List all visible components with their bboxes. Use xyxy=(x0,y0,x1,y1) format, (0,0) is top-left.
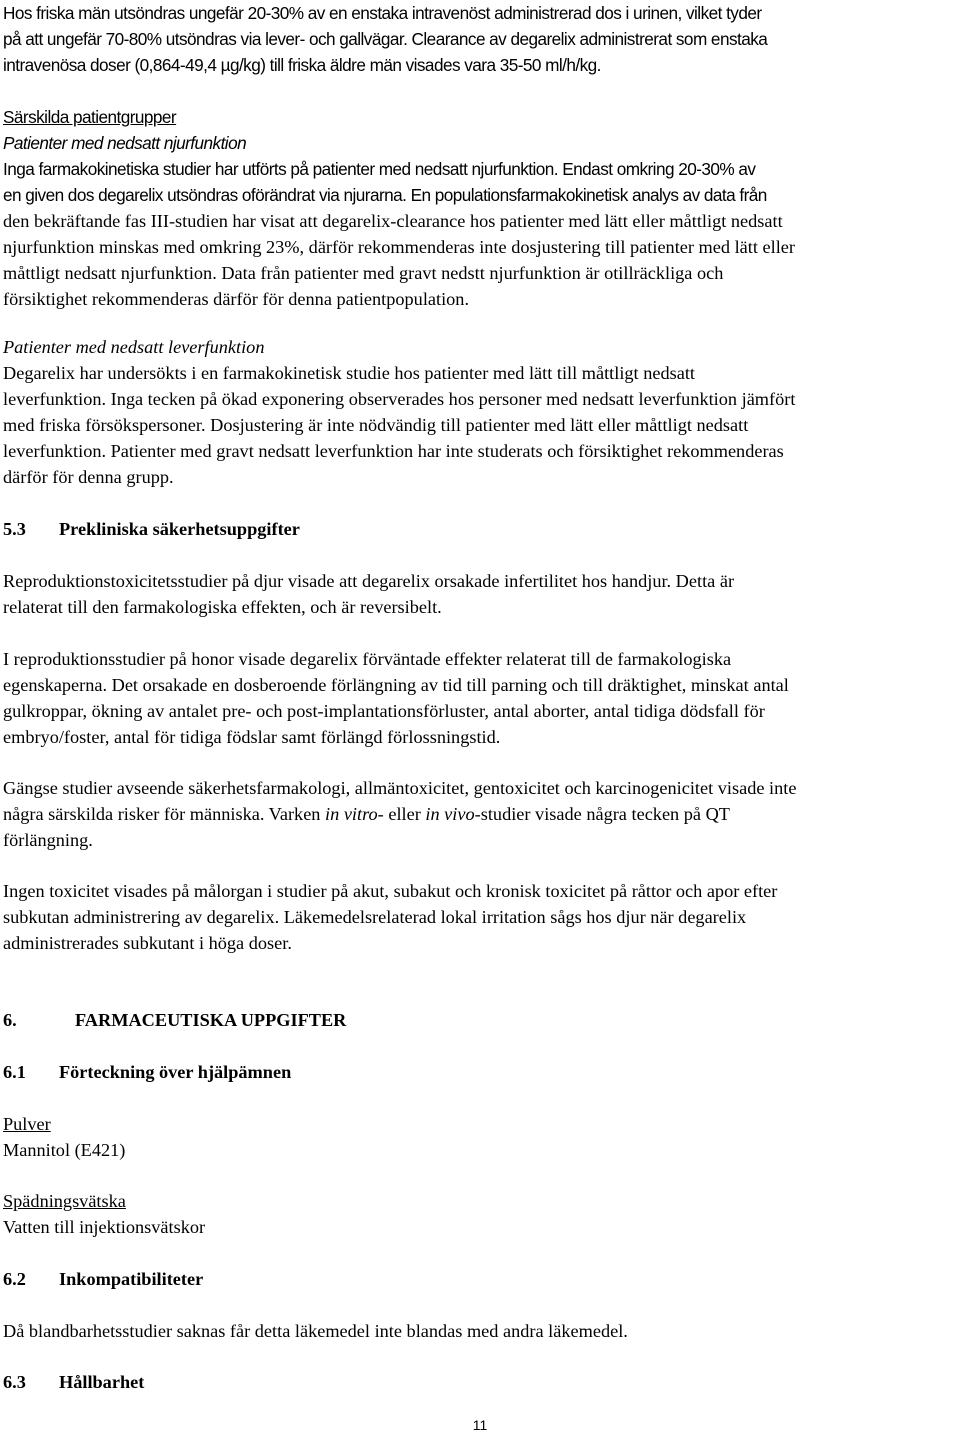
text-line: intravenösa doser (0,864-49,4 µg/kg) till friska äldre män visades vara 35-50 ml/h/kg. xyxy=(3,55,601,75)
page-number: 11 xyxy=(472,1417,488,1433)
powder-label: Pulver xyxy=(3,1114,51,1134)
excipients-powder xyxy=(3,1111,958,1163)
section-number: 6.3 xyxy=(3,1372,26,1392)
text-line: leverfunktion. Inga tecken på ökad exponering observerades hos personer med nedsatt leverfunktion jämfört xyxy=(3,389,796,409)
text-line: Ingen toxicitet visades på målorgan i studier på akut, subakut och kronisk toxicitet på råttor och apor efter xyxy=(3,881,778,901)
text-line: Inga farmakokinetiska studier har utförts på patienter med nedsatt njurfunktion. Endast omkring 20-30% av xyxy=(3,159,756,179)
toxicity-paragraph xyxy=(3,878,958,956)
reproduction-male-paragraph xyxy=(3,568,958,620)
text-line: försiktighet rekommenderas därför för denna patientpopulation. xyxy=(3,289,470,309)
section-title: Prekliniska säkerhetsuppgifter xyxy=(59,519,300,539)
solvent-value: Vatten till injektionsvätskor xyxy=(3,1217,206,1237)
text-line: administrerades subkutant i höga doser. xyxy=(3,933,292,953)
section-6-1-heading xyxy=(3,1059,958,1085)
text-line: med friska försökspersoner. Dosjustering är inte nödvändig till patienter med lätt eller måttligt nedsatt xyxy=(3,415,749,435)
renal-impairment-heading: Patienter med nedsatt njurfunktion xyxy=(3,133,247,153)
elimination-paragraph xyxy=(3,0,958,78)
text-line: Reproduktionstoxicitetsstudier på djur visade att degarelix orsakade infertilitet hos handjur. Detta är xyxy=(3,571,735,591)
safety-pharmacology-paragraph xyxy=(3,775,958,853)
reproduction-female-paragraph xyxy=(3,646,958,750)
text-line: några särskilda risker för människa. Varken in vitro- eller in vivo-studier visade några tecken på QT xyxy=(3,804,730,824)
solvent-label: Spädningsvätska xyxy=(3,1191,126,1211)
excipients-solvent xyxy=(3,1188,958,1240)
section-number: 5.3 xyxy=(3,519,26,539)
text-line: relaterat till den farmakologiska effekten, och är reversibelt. xyxy=(3,597,442,617)
text-line: Hos friska män utsöndras ungefär 20-30% av en enstaka intravenöst administrerad dos i urinen, vilket tyder xyxy=(3,3,762,23)
section-6-2-heading xyxy=(3,1266,958,1292)
text-line: måttligt nedsatt njurfunktion. Data från patienter med gravt nedstt njurfunktion är otillräckliga och xyxy=(3,263,724,283)
section-title: Förteckning över hjälpämnen xyxy=(59,1062,292,1082)
section-title: Hållbarhet xyxy=(59,1372,145,1392)
section-number: 6.2 xyxy=(3,1269,26,1289)
text-line: därför för denna grupp. xyxy=(3,467,174,487)
text-line: embryo/foster, antal för tidiga födslar samt förlängd förlossningstid. xyxy=(3,727,501,747)
text-line: Degarelix har undersökts i en farmakokinetisk studie hos patienter med lätt till måttligt nedsatt xyxy=(3,363,695,383)
text-line: leverfunktion. Patienter med gravt nedsatt leverfunktion har inte studerats och försiktighet rekommenderas xyxy=(3,441,784,461)
text-line: på att ungefär 70-80% utsöndras via lever- och gallvägar. Clearance av degarelix administrerat som enstaka xyxy=(3,29,768,49)
subsection-heading: Särskilda patientgrupper xyxy=(3,107,177,127)
section-title: FARMACEUTISKA UPPGIFTER xyxy=(75,1010,347,1030)
text-line: I reproduktionsstudier på honor visade degarelix förväntade effekter relaterat till de farmakologiska xyxy=(3,649,732,669)
text-line: njurfunktion minskas med omkring 23%, därför rekommenderas inte dosjustering till patienter med lätt eller xyxy=(3,237,795,257)
text-line: den bekräftande fas III-studien har visat att degarelix-clearance hos patienter med lätt eller måttligt nedsatt xyxy=(3,211,783,231)
text-line: subkutan administrering av degarelix. Läkemedelsrelaterad lokal irritation sågs hos djur när degarelix xyxy=(3,907,747,927)
powder-value: Mannitol (E421) xyxy=(3,1140,126,1160)
section-number: 6. xyxy=(3,1010,17,1030)
text-line: förlängning. xyxy=(3,830,93,850)
text-line: egenskaperna. Det orsakade en dosberoende förlängning av tid till parning och till dräktighet, minskat antal xyxy=(3,675,789,695)
hepatic-impairment-heading: Patienter med nedsatt leverfunktion xyxy=(3,337,265,357)
text-line: gulkroppar, ökning av antalet pre- och post-implantationsförluster, antal aborter, antal tidiga dödsfall för xyxy=(3,701,765,721)
text-line: Då blandbarhetsstudier saknas får detta läkemedel inte blandas med andra läkemedel. xyxy=(3,1321,628,1341)
hepatic-impairment-section xyxy=(3,334,958,490)
incompatibilities-text xyxy=(3,1318,958,1344)
special-groups-section xyxy=(3,104,958,208)
section-5-3-heading xyxy=(3,516,958,542)
text-line: Gängse studier avseende säkerhetsfarmakologi, allmäntoxicitet, gentoxicitet och karcinogenicitet visade inte xyxy=(3,778,797,798)
section-title: Inkompatibiliteter xyxy=(59,1269,204,1289)
section-number: 6.1 xyxy=(3,1062,26,1082)
section-6-heading xyxy=(3,1007,958,1033)
text-line: en given dos degarelix utsöndras oförändrat via njurarna. En populationsfarmakokinetisk analys av data från xyxy=(3,185,767,205)
section-6-3-heading xyxy=(3,1369,958,1395)
renal-paragraph-continued xyxy=(3,208,958,312)
